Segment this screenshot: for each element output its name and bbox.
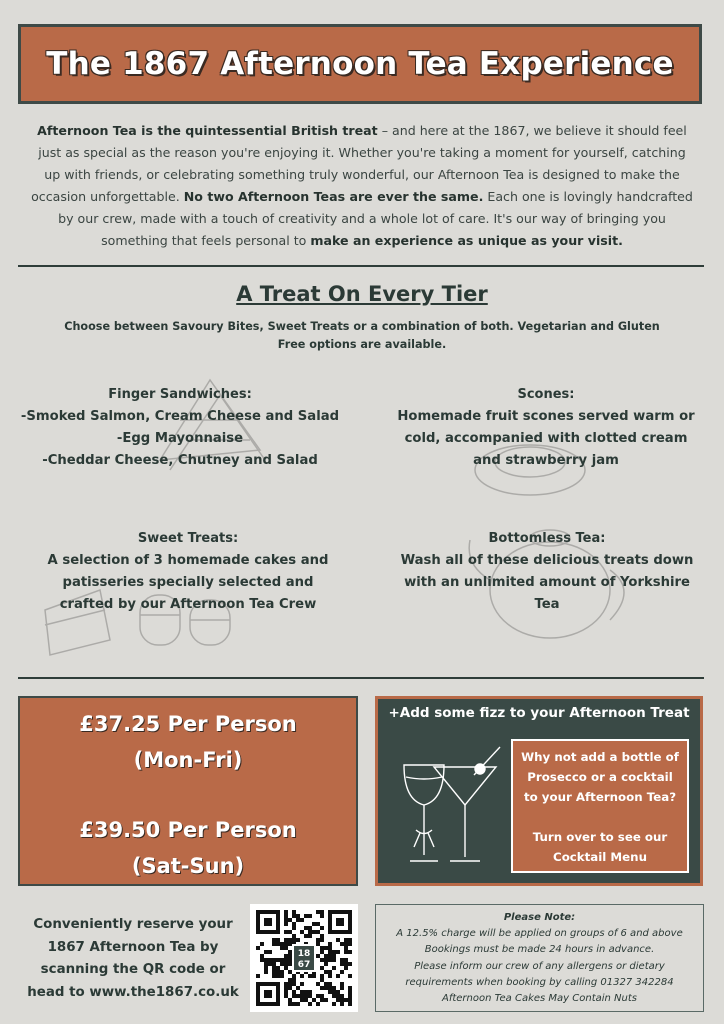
qr-module (288, 942, 292, 946)
qr-module (284, 982, 288, 986)
qr-module (344, 958, 348, 962)
qr-module (288, 998, 292, 1002)
qr-module (292, 982, 296, 986)
fizz-line-1: Why not add a bottle of (521, 750, 679, 764)
weekday-price: £37.25 Per Person (79, 712, 297, 736)
qr-module (288, 1002, 292, 1006)
qr-module (284, 954, 288, 958)
qr-module (268, 962, 272, 966)
qr-module (324, 946, 328, 950)
qr-module (328, 942, 332, 946)
note-line-4: requirements when booking by calling 01327 342284 (405, 976, 674, 988)
note-line-1: A 12.5% charge will be applied on groups of 6 and above (396, 928, 683, 940)
qr-module (348, 1002, 352, 1006)
qr-module (276, 966, 280, 970)
qr-module (284, 946, 288, 950)
qr-module (288, 958, 292, 962)
qr-module (260, 958, 264, 962)
qr-module (284, 910, 288, 914)
scones-line-2: cold, accompanied with clotted cream (404, 431, 688, 446)
qr-module (328, 982, 332, 986)
qr-module (260, 942, 264, 946)
qr-module (320, 998, 324, 1002)
qr-module (328, 950, 332, 954)
qr-module (300, 930, 304, 934)
qr-code-icon (256, 910, 352, 1006)
qr-module (284, 922, 288, 926)
divider-top (18, 265, 704, 267)
qr-module (292, 974, 296, 978)
qr-module (292, 990, 296, 994)
qr-module (348, 962, 352, 966)
qr-module (320, 994, 324, 998)
qr-module (268, 950, 272, 954)
fizz-line-2: Prosecco or a cocktail (527, 770, 673, 784)
qr-module (348, 986, 352, 990)
qr-module (288, 970, 292, 974)
qr-module (336, 994, 340, 998)
qr-module (332, 994, 336, 998)
qr-module (292, 938, 296, 942)
qr-module (284, 938, 288, 942)
tea-heading: Bottomless Tea: (488, 531, 606, 546)
qr-module (280, 942, 284, 946)
qr-module (308, 974, 312, 978)
divider-bottom (18, 677, 704, 679)
qr-module (328, 946, 332, 950)
intro-bold-1: Afternoon Tea is the quintessential British treat (37, 123, 378, 138)
qr-module (276, 970, 280, 974)
reserve-line-3: scanning the QR code or (40, 962, 226, 977)
qr-module (316, 954, 320, 958)
note-line-5: Afternoon Tea Cakes May Contain Nuts (442, 993, 637, 1005)
qr-module (316, 994, 320, 998)
qr-module (308, 1002, 312, 1006)
qr-module (324, 970, 328, 974)
qr-module (348, 998, 352, 1002)
tea-line-3: Tea (534, 597, 560, 612)
qr-module (292, 1002, 296, 1006)
tier-subtitle: Choose between Savoury Bites, Sweet Treats or a combination of both. Vegetarian and Gluten Free options are available. (64, 320, 660, 351)
qr-module (328, 958, 332, 962)
tea-line-1: Wash all of these delicious treats down (400, 553, 694, 568)
qr-module (284, 958, 288, 962)
qr-module (316, 938, 320, 942)
qr-module (272, 962, 276, 966)
qr-module (296, 918, 300, 922)
sandwiches-line-3: -Cheddar Cheese, Chutney and Salad (42, 453, 318, 468)
reserve-line-1: Conveniently reserve your (33, 917, 233, 932)
qr-module (284, 930, 288, 934)
weekday-days: (Mon-Fri) (133, 748, 243, 772)
qr-module (300, 918, 304, 922)
page-title: The 1867 Afternoon Tea Experience (46, 46, 674, 82)
qr-module (300, 994, 304, 998)
qr-module (340, 986, 344, 990)
qr-module (288, 930, 292, 934)
qr-module (288, 962, 292, 966)
qr-module (308, 994, 312, 998)
qr-module (328, 954, 332, 958)
qr-module (264, 958, 268, 962)
qr-module (328, 974, 332, 978)
qr-module (256, 974, 260, 978)
qr-module (288, 938, 292, 942)
qr-module (300, 990, 304, 994)
qr-module (308, 930, 312, 934)
qr-module (336, 938, 340, 942)
qr-module (332, 986, 336, 990)
qr-module (336, 950, 340, 954)
qr-module (276, 974, 280, 978)
sandwiches-line-2: -Egg Mayonnaise (116, 431, 244, 446)
qr-module (308, 934, 312, 938)
qr-module (320, 978, 324, 982)
qr-module (304, 914, 308, 918)
qr-module (324, 954, 328, 958)
qr-module (284, 962, 288, 966)
qr-module (340, 982, 344, 986)
qr-module (316, 982, 320, 986)
qr-module (332, 990, 336, 994)
qr-code[interactable] (250, 904, 358, 1012)
intro-text-1: – and here at the 1867, we believe it should feel just as special as the reason you're enjoying it. Whether you're taking a moment for yourself, catching up with friends, or celebrating something truly wonderful, our Afternoon Tea is designed to make the occasion unforgettable. (31, 123, 687, 204)
qr-module (304, 934, 308, 938)
qr-module (320, 910, 324, 914)
qr-module (328, 986, 332, 990)
qr-module (320, 974, 324, 978)
menu-sweet-treats (20, 528, 356, 616)
qr-module (284, 914, 288, 918)
qr-module (312, 998, 316, 1002)
qr-module (324, 986, 328, 990)
sandwiches-line-1: -Smoked Salmon, Cream Cheese and Salad (20, 409, 340, 424)
qr-module (272, 938, 276, 942)
intro-bold-3: make an experience as unique as your visit. (310, 233, 623, 248)
scones-line-1: Homemade fruit scones served warm or (397, 409, 695, 424)
qr-module (316, 922, 320, 926)
qr-module (312, 974, 316, 978)
qr-module (344, 962, 348, 966)
qr-module (340, 998, 344, 1002)
qr-module (344, 950, 348, 954)
qr-module (264, 950, 268, 954)
qr-module (320, 950, 324, 954)
qr-module (296, 938, 300, 942)
qr-module (324, 962, 328, 966)
qr-module (348, 942, 352, 946)
qr-module (316, 930, 320, 934)
qr-module (264, 962, 268, 966)
reserve-text (20, 914, 246, 1004)
qr-module (308, 926, 312, 930)
qr-module (304, 998, 308, 1002)
fizz-offer (511, 739, 689, 873)
qr-module (340, 970, 344, 974)
qr-module (272, 942, 276, 946)
scones-heading: Scones: (517, 387, 575, 402)
qr-module (312, 922, 316, 926)
pricing-box (18, 696, 358, 886)
qr-module (304, 926, 308, 930)
qr-module (276, 942, 280, 946)
qr-module (292, 926, 296, 930)
fizz-cta-line-2: Cocktail Menu (553, 850, 647, 864)
qr-module (292, 910, 296, 914)
qr-module (340, 958, 344, 962)
qr-module (308, 914, 312, 918)
qr-module (320, 934, 324, 938)
qr-module (284, 942, 288, 946)
qr-module (288, 986, 292, 990)
qr-module (344, 966, 348, 970)
qr-module (292, 978, 296, 982)
qr-module (316, 910, 320, 914)
qr-module (296, 914, 300, 918)
note-line-2: Bookings must be made 24 hours in advance. (424, 944, 655, 956)
qr-module (332, 950, 336, 954)
qr-module (304, 990, 308, 994)
weekend-price: £39.50 Per Person (79, 818, 297, 842)
qr-module (292, 922, 296, 926)
qr-module (292, 994, 296, 998)
qr-module (332, 1002, 336, 1006)
qr-module (320, 938, 324, 942)
qr-module (272, 970, 276, 974)
qr-module (256, 946, 260, 950)
note-line-3: Please inform our crew of any allergens or dietary (414, 960, 665, 972)
qr-module (264, 970, 268, 974)
fizz-box (375, 696, 703, 886)
qr-module (284, 966, 288, 970)
intro-text-2: Each one is lovingly handcrafted by our crew, made with a touch of creativity and a whole lot of care. It's our way of bringing you something that feels personal to (58, 189, 693, 248)
qr-module (288, 982, 292, 986)
menu-sandwiches (10, 384, 350, 472)
qr-module (320, 946, 324, 950)
qr-module (320, 966, 324, 970)
qr-module (348, 938, 352, 942)
qr-module (336, 990, 340, 994)
fizz-title: +Add some fizz to your Afternoon Treat (388, 705, 690, 721)
menu-scones (380, 384, 712, 472)
qr-module (276, 958, 280, 962)
weekend-days: (Sat-Sun) (131, 854, 245, 878)
fizz-cta-line-1: Turn over to see our (532, 830, 668, 844)
qr-module (312, 930, 316, 934)
qr-module (332, 966, 336, 970)
qr-module (320, 914, 324, 918)
qr-module (324, 982, 328, 986)
qr-module (280, 970, 284, 974)
qr-module (280, 946, 284, 950)
note-title: Please Note: (503, 912, 576, 923)
qr-module (320, 986, 324, 990)
qr-module (296, 1002, 300, 1006)
qr-logo-bottom: 67 (297, 960, 311, 970)
menu-bottomless-tea (382, 528, 712, 616)
qr-module (280, 962, 284, 966)
title-banner (18, 24, 702, 104)
qr-module (296, 994, 300, 998)
qr-module (280, 974, 284, 978)
intro-bold-2: No two Afternoon Teas are ever the same. (183, 189, 484, 204)
qr-module (336, 998, 340, 1002)
qr-module (320, 958, 324, 962)
qr-module (292, 934, 296, 938)
qr-module (276, 938, 280, 942)
fizz-line-3: to your Afternoon Tea? (523, 790, 677, 804)
please-note-box (375, 904, 704, 1012)
qr-module (328, 990, 332, 994)
qr-module (320, 926, 324, 930)
qr-module (316, 1002, 320, 1006)
qr-module (324, 958, 328, 962)
qr-module (280, 958, 284, 962)
qr-module (348, 974, 352, 978)
qr-module (300, 998, 304, 1002)
qr-module (340, 942, 344, 946)
qr-module (344, 998, 348, 1002)
qr-module (348, 994, 352, 998)
qr-module (272, 966, 276, 970)
qr-module (336, 974, 340, 978)
sweet-line-3: crafted by our Afternoon Tea Crew (59, 597, 317, 612)
qr-module (268, 958, 272, 962)
sandwiches-heading: Finger Sandwiches: (108, 387, 252, 402)
qr-module (344, 942, 348, 946)
qr-module (296, 986, 300, 990)
tea-line-2: with an unlimited amount of Yorkshire (404, 575, 690, 590)
qr-module (300, 982, 304, 986)
sweet-line-1: A selection of 3 homemade cakes and (47, 553, 329, 568)
reserve-line-2: 1867 Afternoon Tea by (47, 939, 219, 955)
qr-module (304, 994, 308, 998)
qr-module (272, 974, 276, 978)
qr-module (340, 994, 344, 998)
sweet-heading: Sweet Treats: (137, 531, 239, 546)
tier-title: A Treat On Every Tier (236, 282, 488, 306)
qr-module (300, 974, 304, 978)
qr-module (332, 958, 336, 962)
qr-module (284, 994, 288, 998)
qr-module (348, 950, 352, 954)
cocktail-glasses-icon (396, 745, 506, 875)
qr-module (288, 978, 292, 982)
qr-module (316, 942, 320, 946)
qr-module (288, 954, 292, 958)
qr-module (284, 990, 288, 994)
qr-logo-top: 18 (297, 949, 311, 959)
qr-module (340, 1002, 344, 1006)
sweet-line-2: patisseries specially selected and (62, 575, 314, 590)
qr-module (260, 954, 264, 958)
qr-module (292, 914, 296, 918)
scones-line-3: and strawberry jam (473, 453, 619, 468)
qr-module (308, 990, 312, 994)
qr-module (284, 986, 288, 990)
qr-module (284, 918, 288, 922)
qr-module (348, 990, 352, 994)
qr-module (328, 970, 332, 974)
qr-module (264, 966, 268, 970)
qr-module (288, 918, 292, 922)
intro-paragraph (30, 120, 694, 252)
qr-module (332, 954, 336, 958)
qr-module (324, 998, 328, 1002)
qr-module (344, 946, 348, 950)
qr-module (340, 962, 344, 966)
qr-module (344, 938, 348, 942)
qr-module (272, 958, 276, 962)
qr-module (288, 950, 292, 954)
reserve-line-4: head to www.the1867.co.uk (27, 984, 239, 1000)
